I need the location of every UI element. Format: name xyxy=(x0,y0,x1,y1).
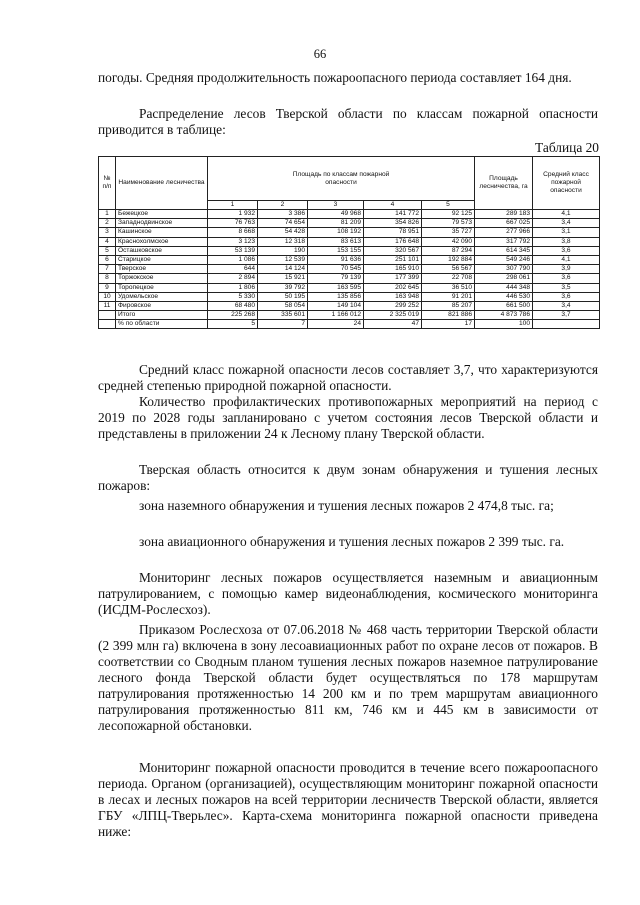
cell-c2: 74 654 xyxy=(258,219,308,228)
cell-c4: 163 948 xyxy=(364,292,422,301)
cell-avg-class: 3,6 xyxy=(533,292,600,301)
cell-total: 444 348 xyxy=(475,283,533,292)
cell-total: 667 025 xyxy=(475,219,533,228)
cell-c1: 76 763 xyxy=(208,219,258,228)
cell-num: 11 xyxy=(99,301,116,310)
cell-c4: 251 101 xyxy=(364,255,422,264)
cell-c1: 5 xyxy=(208,320,258,329)
cell-c3: 153 155 xyxy=(308,246,364,255)
cell-c5: 22 708 xyxy=(422,274,475,283)
cell-c4: 299 252 xyxy=(364,301,422,310)
cell-c3: 81 209 xyxy=(308,219,364,228)
cell-c1: 644 xyxy=(208,265,258,274)
cell-c4: 177 399 xyxy=(364,274,422,283)
cell-c3: 70 545 xyxy=(308,265,364,274)
cell-c2: 12 539 xyxy=(258,255,308,264)
cell-num: 8 xyxy=(99,274,116,283)
cell-c2: 7 xyxy=(258,320,308,329)
cell-c3: 163 595 xyxy=(308,283,364,292)
cell-c5: 42 090 xyxy=(422,237,475,246)
cell-c3: 83 613 xyxy=(308,237,364,246)
cell-c5: 79 573 xyxy=(422,219,475,228)
cell-c4: 47 xyxy=(364,320,422,329)
table-row xyxy=(99,311,600,320)
cell-c2: 15 921 xyxy=(258,274,308,283)
cell-num xyxy=(99,320,116,329)
cell-c4: 176 648 xyxy=(364,237,422,246)
cell-c5: 87 294 xyxy=(422,246,475,255)
cell-c2: 335 601 xyxy=(258,311,308,320)
cell-c2: 58 054 xyxy=(258,301,308,310)
paragraph-fire-season: погоды. Средняя продолжительность пожароопасного периода составляет 164 дня. xyxy=(98,70,572,85)
paragraph-order-468: Приказом Рослесхоза от 07.06.2018 № 468 часть территории Тверской области (2 399 млн га) включена в зону лесоавиационных работ по охране лесов от пожаров. В соответствии со Сводным планом тушения лесных пожаров наземное патрулирование лесного фонда Тверской области будет осуществляться по 178 маршрутам патрулирования протяженностью 14 200 км и по трем маршрутам авиационного патрулирования протяженностью 811 км, 746 км и 445 км в зависимости от лесопожарной обстановки. xyxy=(98,622,598,733)
cell-c1: 8 668 xyxy=(208,228,258,237)
cell-total: 549 246 xyxy=(475,255,533,264)
cell-c2: 190 xyxy=(258,246,308,255)
cell-total: 661 500 xyxy=(475,301,533,310)
paragraph-zones-intro: Тверская область относится к двум зонам обнаружения и тушения лесных пожаров: xyxy=(98,462,598,493)
page-number: 66 xyxy=(313,47,327,61)
table-row xyxy=(99,301,600,310)
cell-num: 9 xyxy=(99,283,116,292)
cell-total: 446 530 xyxy=(475,292,533,301)
cell-num: 4 xyxy=(99,237,116,246)
cell-c3: 91 636 xyxy=(308,255,364,264)
cell-c5: 91 201 xyxy=(422,292,475,301)
cell-total: 298 061 xyxy=(475,274,533,283)
cell-num: 10 xyxy=(99,292,116,301)
cell-c5: 85 207 xyxy=(422,301,475,310)
cell-c5: 36 510 xyxy=(422,283,475,292)
header-total-area: Площадь лесничества, га xyxy=(475,157,533,210)
cell-num: 5 xyxy=(99,246,116,255)
cell-forestry-name: Итого xyxy=(116,311,208,320)
table-row xyxy=(99,246,600,255)
cell-c3: 79 139 xyxy=(308,274,364,283)
cell-c4: 202 645 xyxy=(364,283,422,292)
cell-total: 100 xyxy=(475,320,533,329)
cell-forestry-name: Фировское xyxy=(116,301,208,310)
table-row xyxy=(99,320,600,329)
cell-forestry-name: Бежецкое xyxy=(116,210,208,219)
cell-c4: 354 826 xyxy=(364,219,422,228)
cell-c5: 35 727 xyxy=(422,228,475,237)
cell-avg-class: 3,4 xyxy=(533,301,600,310)
cell-num: 3 xyxy=(99,228,116,237)
cell-forestry-name: Удомельское xyxy=(116,292,208,301)
cell-avg-class xyxy=(533,320,600,329)
header-class: 2 xyxy=(258,201,308,210)
cell-num: 1 xyxy=(99,210,116,219)
table-row xyxy=(99,210,600,219)
cell-c5: 17 xyxy=(422,320,475,329)
cell-avg-class: 3,8 xyxy=(533,237,600,246)
cell-c2: 39 792 xyxy=(258,283,308,292)
cell-forestry-name: % по области xyxy=(116,320,208,329)
cell-avg-class: 3,1 xyxy=(533,228,600,237)
cell-num xyxy=(99,311,116,320)
table-row xyxy=(99,265,600,274)
cell-num: 2 xyxy=(99,219,116,228)
cell-avg-class: 3,4 xyxy=(533,219,600,228)
paragraph-table-intro: Распределение лесов Тверской области по классам пожарной опасности приводится в таблице: xyxy=(98,106,598,137)
table-row xyxy=(99,237,600,246)
header-name: Наименование лесничества xyxy=(116,157,208,210)
cell-c2: 14 124 xyxy=(258,265,308,274)
forest-fire-class-table xyxy=(98,156,600,329)
cell-c3: 135 856 xyxy=(308,292,364,301)
cell-num: 6 xyxy=(99,255,116,264)
cell-total: 307 790 xyxy=(475,265,533,274)
cell-total: 277 966 xyxy=(475,228,533,237)
cell-c1: 225 268 xyxy=(208,311,258,320)
cell-avg-class: 4,1 xyxy=(533,210,600,219)
cell-c2: 50 195 xyxy=(258,292,308,301)
table-row xyxy=(99,219,600,228)
cell-avg-class: 3,7 xyxy=(533,311,600,320)
cell-c5: 56 567 xyxy=(422,265,475,274)
cell-c3: 108 192 xyxy=(308,228,364,237)
header-num: № п/п xyxy=(99,157,116,210)
cell-c5: 192 884 xyxy=(422,255,475,264)
cell-c4: 2 325 019 xyxy=(364,311,422,320)
cell-c4: 165 910 xyxy=(364,265,422,274)
cell-c2: 3 386 xyxy=(258,210,308,219)
cell-c3: 1 166 012 xyxy=(308,311,364,320)
cell-avg-class: 3,9 xyxy=(533,265,600,274)
table-caption: Таблица 20 xyxy=(535,140,599,155)
cell-forestry-name: Тверское xyxy=(116,265,208,274)
cell-c4: 78 951 xyxy=(364,228,422,237)
cell-forestry-name: Западнодвинское xyxy=(116,219,208,228)
cell-c1: 3 123 xyxy=(208,237,258,246)
cell-forestry-name: Старицкое xyxy=(116,255,208,264)
cell-c2: 12 318 xyxy=(258,237,308,246)
cell-c4: 320 567 xyxy=(364,246,422,255)
cell-c1: 68 480 xyxy=(208,301,258,310)
paragraph-ground-zone: зона наземного обнаружения и тушения лесных пожаров 2 474,8 тыс. га; xyxy=(139,498,554,513)
cell-total: 317 792 xyxy=(475,237,533,246)
cell-c3: 24 xyxy=(308,320,364,329)
paragraph-aviation-zone: зона авиационного обнаружения и тушения лесных пожаров 2 399 тыс. га. xyxy=(139,534,565,549)
cell-c4: 141 772 xyxy=(364,210,422,219)
cell-c2: 54 428 xyxy=(258,228,308,237)
cell-c1: 1 086 xyxy=(208,255,258,264)
header-class: 5 xyxy=(422,201,475,210)
cell-total: 614 345 xyxy=(475,246,533,255)
header-class: 3 xyxy=(308,201,364,210)
cell-c1: 1 806 xyxy=(208,283,258,292)
cell-c3: 49 968 xyxy=(308,210,364,219)
cell-avg-class: 3,5 xyxy=(533,283,600,292)
header-area-by-class: Площадь по классам пожарной опасности xyxy=(208,157,475,201)
cell-avg-class: 3,6 xyxy=(533,274,600,283)
cell-c1: 1 932 xyxy=(208,210,258,219)
cell-num: 7 xyxy=(99,265,116,274)
paragraph-average-class: Средний класс пожарной опасности лесов составляет 3,7, что характеризуются средней степенью природной пожарной опасности. xyxy=(98,362,598,393)
cell-total: 4 873 786 xyxy=(475,311,533,320)
cell-forestry-name: Торжокское xyxy=(116,274,208,283)
cell-c5: 821 886 xyxy=(422,311,475,320)
paragraph-preventive-measures: Количество профилактических противопожарных мероприятий на период с 2019 по 2028 годы запланировано с учетом состояния лесов Тверской области и представлены в приложении 24 к Лесному плану Тверской области. xyxy=(98,394,598,441)
table-row xyxy=(99,255,600,264)
cell-c1: 53 139 xyxy=(208,246,258,255)
cell-forestry-name: Кашинское xyxy=(116,228,208,237)
header-class: 4 xyxy=(364,201,422,210)
table-row xyxy=(99,292,600,301)
cell-c1: 5 330 xyxy=(208,292,258,301)
header-class: 1 xyxy=(208,201,258,210)
cell-avg-class: 4,1 xyxy=(533,255,600,264)
paragraph-monitoring-organization: Мониторинг пожарной опасности проводится в течение всего пожароопасного периода. Органом (организацией), осуществляющим мониторинг пожарной опасности в лесах и лесных пожаров на всей территории лесничеств Тверской области, является ГБУ «ЛПЦ-Тверьлес». Карта-схема мониторинга пожарной опасности приведена ниже: xyxy=(98,760,598,839)
cell-avg-class: 3,6 xyxy=(533,246,600,255)
header-avg-class: Средний класс пожарной опасности xyxy=(533,157,600,210)
cell-c1: 2 894 xyxy=(208,274,258,283)
cell-forestry-name: Торопецкое xyxy=(116,283,208,292)
cell-forestry-name: Краснохолмское xyxy=(116,237,208,246)
table-row xyxy=(99,274,600,283)
table-row xyxy=(99,228,600,237)
cell-c5: 92 125 xyxy=(422,210,475,219)
cell-total: 289 183 xyxy=(475,210,533,219)
cell-c3: 149 104 xyxy=(308,301,364,310)
table-row xyxy=(99,283,600,292)
paragraph-monitoring-methods: Мониторинг лесных пожаров осуществляется наземным и авиационным патрулированием, с помощью камер видеонаблюдения, космического мониторинга (ИСДМ-Рослесхоз). xyxy=(98,570,598,617)
cell-forestry-name: Осташковское xyxy=(116,246,208,255)
